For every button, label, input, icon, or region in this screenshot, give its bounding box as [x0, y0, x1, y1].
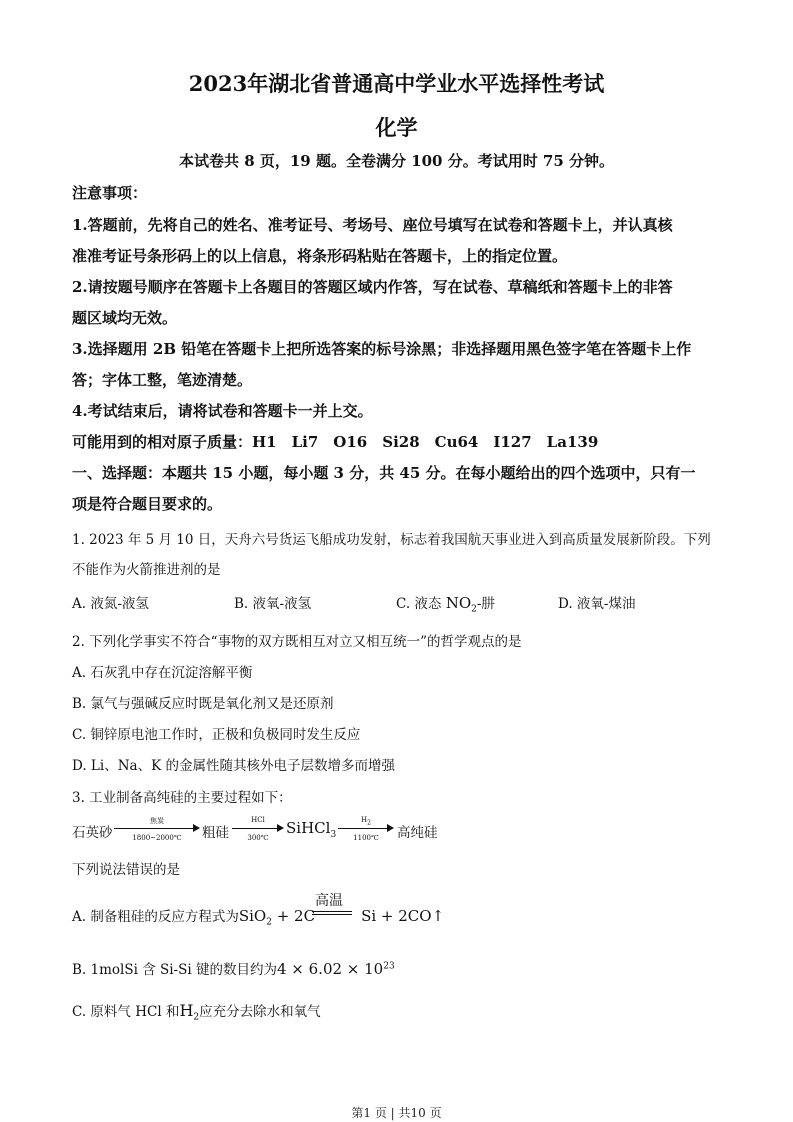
q1-option-c-prefix: C. 液态	[396, 596, 442, 612]
q1-option-d: D. 液氧-煤油	[558, 596, 636, 612]
flow-arrow-1-condition: 1800~2000℃	[132, 834, 182, 842]
subject-title: 化学	[375, 115, 418, 140]
q3-option-c-formula: H	[179, 1001, 194, 1020]
flow-arrow-3-condition: 1100℃	[353, 834, 379, 842]
q3-option-a-reactant: SiO	[238, 907, 267, 925]
flow-arrow-1-reagent: 焦炭	[150, 817, 164, 825]
q3-ask: 下列说法错误的是	[72, 862, 180, 878]
flow-arrow-3-reagent-formula: H	[361, 816, 368, 824]
note-2-line-2: 题区域均无效。	[72, 309, 178, 327]
note-4: 4.考试结束后，请将试卷和答题卡一并上交。	[72, 402, 373, 420]
q1-option-c-suffix: -肼	[476, 596, 495, 612]
q1-stem-line-2: 不能作为火箭推进剂的是	[72, 562, 221, 578]
flow-arrow-3-reagent	[338, 816, 394, 826]
flow-arrow-2-condition: 300℃	[247, 834, 269, 842]
flow-arrow-2-shaft	[232, 828, 278, 829]
q3-option-a-reactant-subscript: 2	[266, 917, 272, 928]
section-heading-line-2: 项是符合题目要求的。	[72, 495, 223, 513]
q1-option-c-formula: NO	[445, 594, 472, 612]
flow-step-crude-silicon: 粗硅	[202, 825, 229, 841]
q1-option-b: B. 液氧-液氢	[234, 596, 312, 612]
q3-option-a	[72, 905, 444, 928]
arrow-head-icon	[193, 824, 200, 832]
flow-arrow-3-reagent-subscript: 2	[367, 819, 371, 827]
note-1-line-2: 准准考证号条形码上的以上信息，将条形码粘贴在答题卡，上的指定位置。	[72, 247, 568, 265]
note-3-line-1: 3.选择题用 2B 铅笔在答题卡上把所选答案的标号涂黑；非选择题用黑色签字笔在答题卡上作	[72, 340, 692, 358]
arrow-head-icon	[277, 824, 284, 832]
flow-step-sihcl3	[286, 819, 336, 840]
flow-sihcl3-subscript: 3	[330, 830, 337, 840]
flow-arrow-2-reagent: HCl	[251, 816, 265, 824]
atomic-masses: 可能用到的相对原子质量：H1 Li7 O16 Si28 Cu64 I127 La139	[72, 433, 599, 451]
q1-option-c	[396, 592, 495, 615]
q3-option-c-prefix: C. 原料气 HCl 和	[72, 1004, 180, 1020]
q1-options	[72, 592, 732, 615]
page-footer: 第1 页 | 共10 页	[351, 1106, 442, 1120]
note-1-line-1: 1.答题前，先将自己的姓名、准考证号、考场号、座位号填写在试卷和答题卡上，并认真核	[72, 216, 673, 234]
flow-sihcl3-formula: SiHCl	[286, 819, 331, 837]
q2-option-b: B. 氯气与强碱反应时既是氧化剂又是还原剂	[72, 696, 334, 712]
q3-option-a-products: Si + 2CO↑	[361, 907, 445, 925]
equals-line-top	[312, 911, 352, 912]
flow-arrow-1-shaft	[114, 828, 194, 829]
q3-option-c	[72, 1000, 321, 1023]
note-2-line-1: 2.请按题号顺序在答题卡上各题目的答题区域内作答，写在试卷、草稿纸和答题卡上的非答	[72, 278, 673, 296]
q3-option-a-condition: 高温	[315, 893, 343, 909]
q3-option-b-prefix: B. 1molSi 含 Si-Si 键的数目约为	[72, 962, 277, 978]
exam-title: 2023年湖北省普通高中学业水平选择性考试	[188, 71, 605, 96]
notes-heading: 注意事项：	[72, 184, 148, 202]
flow-arrow-2	[232, 816, 284, 844]
q2-stem: 2. 下列化学事实不符合“事物的双方既相互对立又相互统一”的哲学观点的是	[72, 634, 522, 650]
flow-arrow-3-shaft	[338, 828, 388, 829]
equals-line-bottom	[312, 914, 352, 915]
q2-option-a: A. 石灰乳中存在沉淀溶解平衡	[72, 665, 253, 681]
q3-option-b-value: 4 × 6.02 × 10	[276, 960, 384, 978]
arrow-head-icon	[387, 824, 394, 832]
exam-info: 本试卷共 8 页，19 题。全卷满分 100 分。考试用时 75 分钟。	[178, 152, 615, 170]
q3-option-a-reactant-2: + 2C	[271, 907, 316, 925]
q2-option-c: C. 铜锌原电池工作时，正极和负极同时发生反应	[72, 727, 361, 743]
q1-option-c-subscript: 2	[471, 604, 477, 615]
flow-step-quartz-sand: 石英砂	[72, 825, 113, 841]
note-3-line-2: 答；字体工整，笔迹清楚。	[72, 371, 253, 389]
q3-option-c-subscript: 2	[193, 1012, 200, 1023]
q1-option-a: A. 液氮-液氢	[72, 596, 149, 612]
q3-option-b	[72, 958, 395, 978]
flow-arrow-1	[114, 816, 200, 844]
q3-option-c-suffix: 应充分去除水和氧气	[199, 1004, 321, 1020]
q3-option-b-exponent: 23	[383, 961, 395, 972]
q3-process-flow	[72, 816, 492, 846]
q3-stem: 3. 工业制备高纯硅的主要过程如下：	[72, 790, 292, 806]
q2-option-d: D. Li、Na、K 的金属性随其核外电子层数增多而增强	[72, 758, 395, 774]
q3-option-a-prefix: A. 制备粗硅的反应方程式为	[72, 909, 239, 925]
flow-arrow-3	[338, 816, 394, 844]
q1-stem-line-1: 1. 2023 年 5 月 10 日，天舟六号货运飞船成功发射，标志着我国航天事业进入到高质量发展新阶段。下列	[72, 532, 711, 548]
section-heading-line-1: 一、选择题：本题共 15 小题，每小题 3 分，共 45 分。在每小题给出的四个选项中，只有一	[72, 464, 696, 482]
flow-step-high-purity-silicon: 高纯硅	[397, 825, 438, 841]
